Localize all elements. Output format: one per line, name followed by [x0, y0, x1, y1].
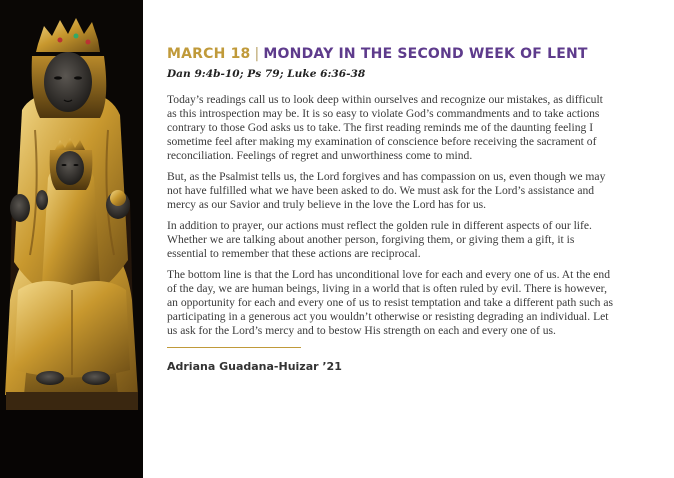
reflection-paragraph: Today’s readings call us to look deep within ourselves and recognize our mistakes, as difficult as this introspection may be. It is so easy to violate God’s commandments and to take actions contrary to those God asks us to take. The first reading reminds me of the daunting feeling I sometime feel after making my examination of conscience before receiving the sacrament of reconciliation. Feelings of regret and unworthiness come to mind. [167, 93, 603, 162]
reflection-body [167, 93, 613, 338]
devotional-content [167, 44, 613, 373]
reading-header [167, 44, 613, 64]
madonna-statue-image [0, 0, 143, 478]
reflection-paragraph: The bottom line is that the Lord has unconditional love for each and every one of us. At the end of the day, we are human beings, living in a world that is often ruled by evil. There is however, an opportunity for each and every one of us to resist temptation and take a different path such as participating in a generous act you wouldn’t otherwise or resisting degrading an individual. Let us ask for the Lord’s mercy and to bestow His strength on each and every one of us. [167, 268, 614, 337]
liturgical-day: MONDAY IN THE SECOND WEEK OF LENT [263, 46, 588, 62]
reflection-paragraph: In addition to prayer, our actions must reflect the golden rule in different aspects of our life. Whether we are talking about another person, forgiving them, or giving them a gift, it is essential to remember that these actions are reciprocal. [167, 219, 592, 260]
reading-date: MARCH 18 [167, 46, 251, 62]
header-separator: | [254, 46, 260, 62]
author-divider [167, 347, 301, 348]
author-name: Adriana Guadana-Huizar ’21 [167, 360, 342, 373]
reflection-paragraph: But, as the Psalmist tells us, the Lord forgives and has compassion on us, even though we may not have fulfilled what we have been asked to do. We must ask for the Lord’s assistance and mercy as our Savior and truly believe in the love the Lord has for us. [167, 170, 606, 211]
madonna-statue-photo [0, 0, 143, 478]
scripture-references: Dan 9:4b-10; Ps 79; Luke 6:36-38 [167, 68, 366, 80]
